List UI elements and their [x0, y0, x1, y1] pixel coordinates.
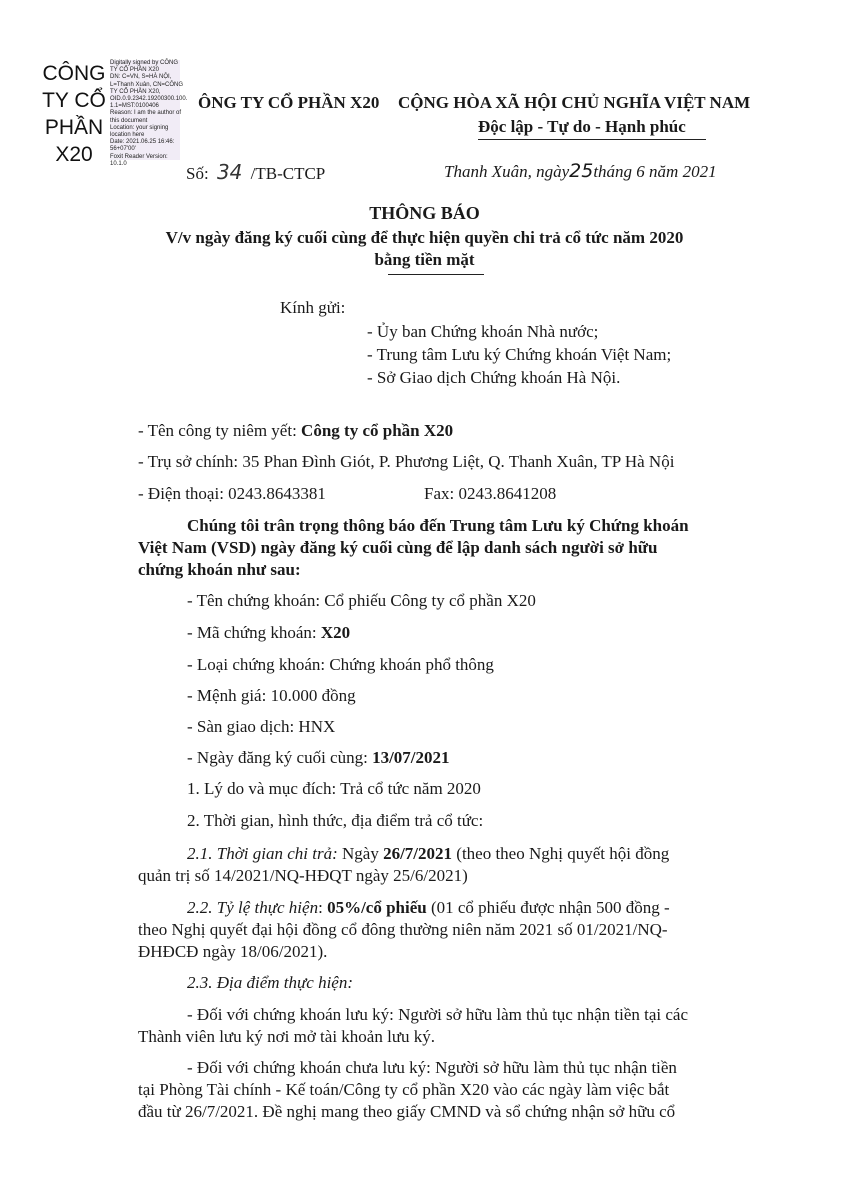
payment-time-label: 2.1. Thời gian chi trả: [187, 844, 338, 863]
recipient-item: - Trung tâm Lưu ký Chứng khoán Việt Nam; [367, 345, 672, 364]
payout-rate-colon: : [318, 898, 328, 917]
payment-time-line2: quản trị số 14/2021/NQ-HĐQT ngày 25/6/2021) [138, 866, 468, 885]
security-code-label: - Mã chứng khoán: [187, 623, 321, 642]
listed-company-value: Công ty cổ phần X20 [301, 421, 454, 440]
security-name: - Tên chứng khoán: Cổ phiếu Công ty cổ phần X20 [187, 591, 536, 610]
signature-detail-line: OID.0.9.2342.19200300.100. [110, 96, 188, 103]
recipient-item: - Ủy ban Chứng khoán Nhà nước; [367, 322, 599, 341]
signature-detail-line: 56+07'00' [110, 146, 136, 153]
payment-location-heading: 2.3. Địa điểm thực hiện: [187, 973, 354, 992]
record-date-value: 13/07/2021 [372, 748, 450, 767]
signature-detail-line: Foxit Reader Version: [110, 153, 168, 160]
security-code-value: X20 [320, 623, 351, 642]
signature-name-line: PHẦN [44, 116, 104, 139]
doc-number-suffix: /TB-CTCP [250, 164, 326, 183]
document-number [186, 160, 325, 184]
signature-detail-line: Location: your signing [110, 124, 169, 131]
republic-title: CỘNG HÒA XÃ HỘI CHỦ NGHĨA VIỆT NAM [398, 93, 751, 112]
recipients-label: Kính gửi: [280, 298, 346, 317]
payout-rate-line2: theo Nghị quyết đại hội đồng cổ đông thường niên năm 2021 số 01/2021/NQ- [138, 920, 668, 939]
signature-detail-line: Digitally signed by CÔNG [110, 60, 179, 66]
signature-details [110, 60, 198, 168]
undeposited-line: đầu từ 26/7/2021. Đề nghị mang theo giấy CMND và sổ chứng nhận sở hữu cổ [138, 1102, 676, 1121]
signature-detail-line: 10.1.0 [110, 160, 127, 167]
signature-name-line: X20 [55, 143, 93, 166]
signature-detail-line: Reason: I am the author of [110, 110, 182, 117]
signature-detail-line: this document [110, 117, 148, 124]
payment-time-text: (theo theo Nghị quyết hội đồng [452, 844, 670, 863]
signature-detail-line: L=Thanh Xuân, CN=CÔNG [110, 81, 184, 88]
signature-detail-line: location here [110, 132, 145, 139]
security-type: - Loại chứng khoán: Chứng khoán phổ thông [187, 655, 494, 674]
security-code [187, 623, 350, 643]
payout-rate-label: 2.2. Tỷ lệ thực hiện [187, 898, 319, 917]
signature-detail-line: DN: C=VN, S=HÀ NỘI, [110, 74, 172, 81]
doc-number-handwritten: 34 [216, 160, 243, 184]
undeposited-line: tại Phòng Tài chính - Kế toán/Công ty cổ phần X20 vào các ngày làm việc bắt [138, 1080, 670, 1099]
signature-detail-line: Date: 2021.06.25 16:46: [110, 139, 175, 146]
intro-line: Chúng tôi trân trọng thông báo đến Trung tâm Lưu ký Chứng khoán [187, 516, 689, 535]
title-underline [388, 274, 484, 275]
deposited-line: Thành viên lưu ký nơi mở tài khoản lưu ký. [138, 1027, 436, 1046]
motto-underline [478, 139, 706, 140]
headquarters: - Trụ sở chính: 35 Phan Đình Giót, P. Phương Liệt, Q. Thanh Xuân, TP Hà Nội [138, 452, 675, 471]
payout-rate-line3: ĐHĐCĐ ngày 18/06/2021). [138, 942, 328, 961]
listed-company [138, 421, 453, 441]
par-value: - Mệnh giá: 10.000 đồng [187, 686, 356, 705]
day-handwritten: 25 [569, 160, 594, 182]
signature-name-line: TY CỔ [42, 89, 106, 112]
place-date-prefix: Thanh Xuân, ngày [444, 162, 570, 181]
payout-rate [187, 898, 670, 918]
document-title: THÔNG BÁO [369, 203, 480, 223]
payment-time-date: 26/7/2021 [383, 844, 453, 863]
signature-detail-line: TY CỔ PHẦN X20, [110, 88, 161, 95]
time-form-heading: 2. Thời gian, hình thức, địa điểm trả cổ tức: [187, 811, 484, 830]
company-name: ÔNG TY CỔ PHẦN X20 [198, 93, 380, 112]
signature-name-line: CÔNG [42, 62, 106, 85]
payment-time-text: Ngày [337, 844, 384, 863]
signature-detail-line: 1.1=MST:0100406 [110, 103, 159, 110]
place-date-suffix: tháng 6 năm 2021 [593, 162, 717, 181]
payout-rate-text: (01 cổ phiếu được nhận 500 đồng - [426, 898, 670, 917]
place-and-date [444, 160, 717, 182]
national-motto: Độc lập - Tự do - Hạnh phúc [478, 117, 686, 136]
record-date [187, 748, 450, 768]
doc-number-prefix: Số: [186, 164, 209, 183]
signature-name [34, 60, 114, 168]
document-subject-line2: bằng tiền mặt [374, 250, 475, 269]
recipient-item: - Sở Giao dịch Chứng khoán Hà Nội. [367, 368, 621, 387]
intro-line: chứng khoán như sau: [138, 560, 301, 579]
payment-time [187, 844, 669, 864]
fax: Fax: 0243.8641208 [424, 484, 557, 503]
deposited-line: - Đối với chứng khoán lưu ký: Người sở hữu làm thủ tục nhận tiền tại các [187, 1005, 689, 1024]
payout-rate-value: 05%/cổ phiếu [327, 898, 427, 917]
listed-company-label: - Tên công ty niêm yết: [138, 421, 302, 440]
document-subject: V/v ngày đăng ký cuối cùng để thực hiện quyền chi trả cổ tức năm 2020 [165, 228, 684, 247]
reason: 1. Lý do và mục đích: Trả cổ tức năm 2020 [187, 779, 481, 798]
intro-line: Việt Nam (VSD) ngày đăng ký cuối cùng để lập danh sách người sở hữu [138, 538, 658, 557]
signature-detail-line: TY CỔ PHẦN X20 [110, 67, 159, 74]
phone: - Điện thoại: 0243.8643381 [138, 484, 326, 503]
record-date-label: - Ngày đăng ký cuối cùng: [187, 748, 373, 767]
exchange: - Sàn giao dịch: HNX [187, 717, 336, 736]
undeposited-line: - Đối với chứng khoán chưa lưu ký: Người sở hữu làm thủ tục nhận tiền [187, 1058, 677, 1077]
